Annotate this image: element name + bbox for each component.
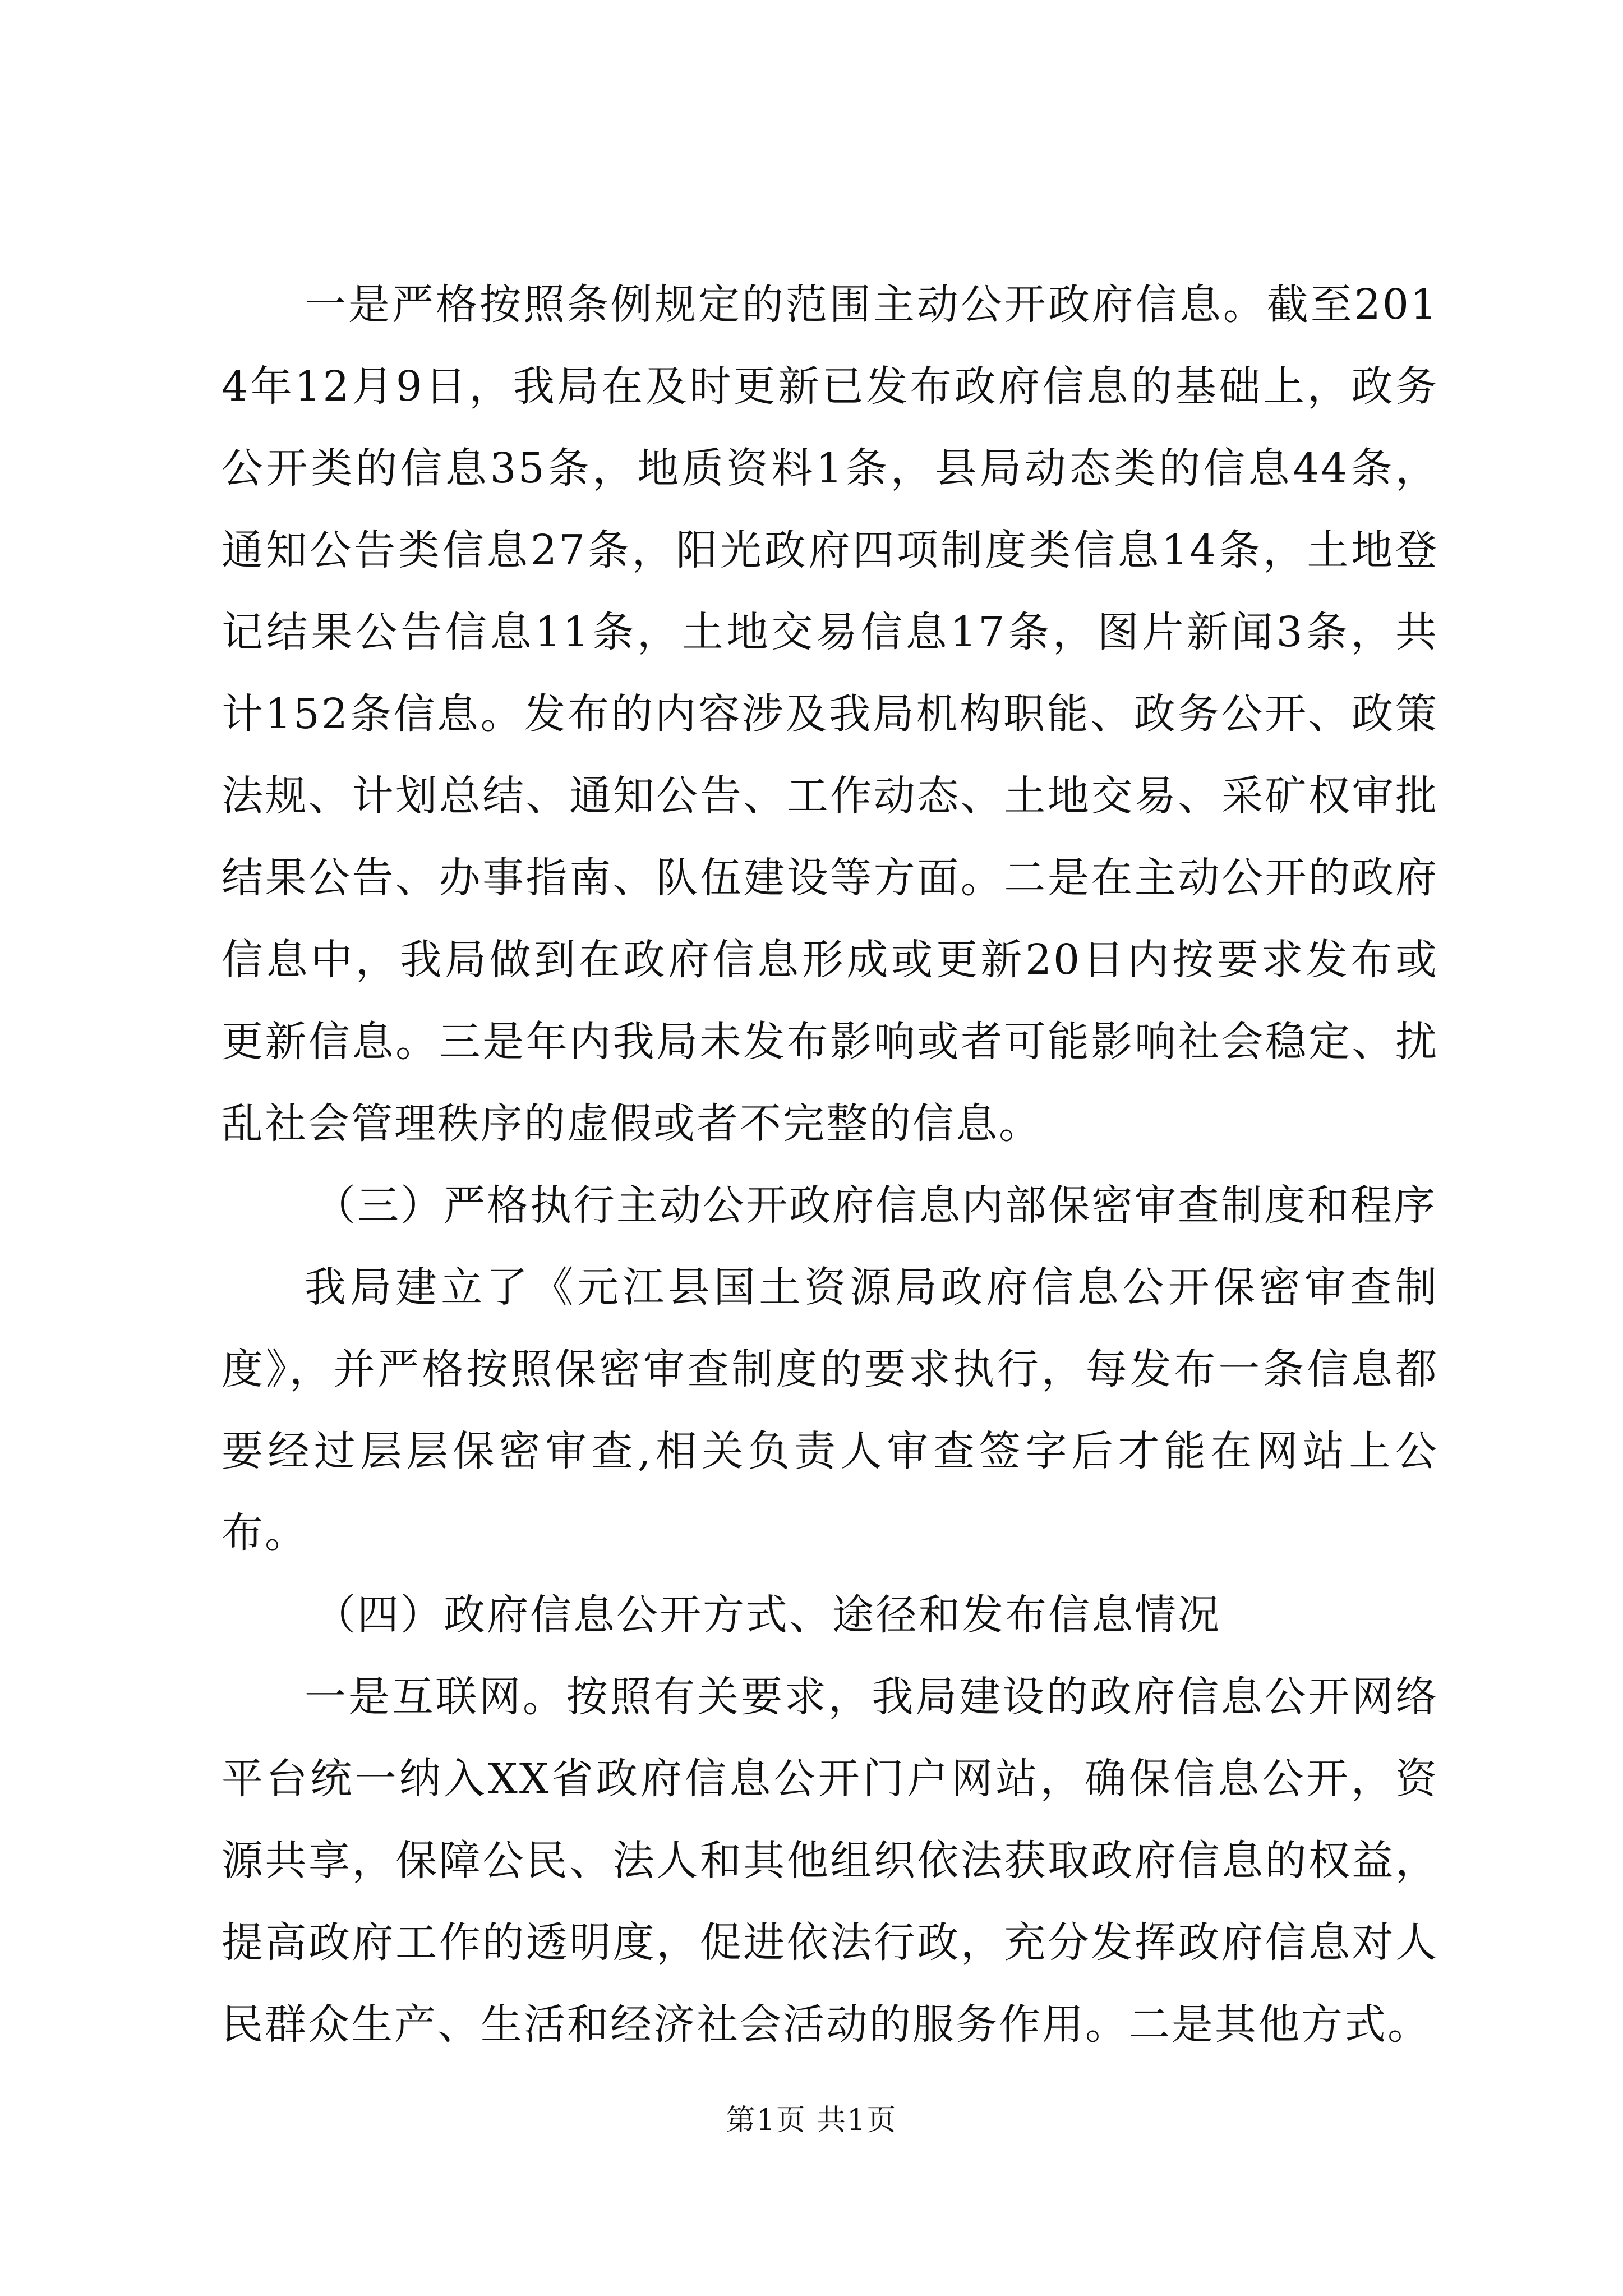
section-heading-3: （三）严格执行主动公开政府信息内部保密审查制度和程序 — [314, 1181, 1437, 1230]
section-heading-4: （四）政府信息公开方式、途径和发布信息情况 — [314, 1591, 1221, 1639]
document-body — [222, 264, 1438, 2065]
paragraph-confidentiality-review: 我局建立了《元江县国土资源局政府信息公开保密审查制度》，并严格按照保密审查制度的要求执行，每发布一条信息都要经过层层保密审查,相关负责人审查签字后才能在网站上公布。 — [222, 1263, 1438, 1557]
paragraph-disclosure-channels: 一是互联网。按照有关要求，我局建设的政府信息公开网络平台统一纳入XX省政府信息公开门户网站，确保信息公开，资源共享，保障公民、法人和其他组织依法获取政府信息的权益，提高政府工作的透明度，促进依法行政，充分发挥政府信息对人民群众生产、生活和经济社会活动的服务作用。二是其他方式。 — [222, 1673, 1438, 2049]
paragraph-disclosure-stats: 一是严格按照条例规定的范围主动公开政府信息。截至2014年12月9日，我局在及时更新已发布政府信息的基础上，政务公开类的信息35条，地质资料1条，县局动态类的信息44条，通知公告类信息27条，阳光政府四项制度类信息14条，土地登记结果公告信息11条，土地交易信息17条，图片新闻3条，共计152条信息。发布的内容涉及我局机构职能、政务公开、政策法规、计划总结、通知公告、工作动态、土地交易、采矿权审批结果公告、办事指南、队伍建设等方面。二是在主动公开的政府信息中，我局做到在政府信息形成或更新20日内按要求发布或更新信息。三是年内我局未发布影响或者可能影响社会稳定、扰乱社会管理秩序的虚假或者不完整的信息。 — [222, 280, 1438, 1148]
page-number-footer: 第1页 共1页 — [726, 2104, 897, 2137]
